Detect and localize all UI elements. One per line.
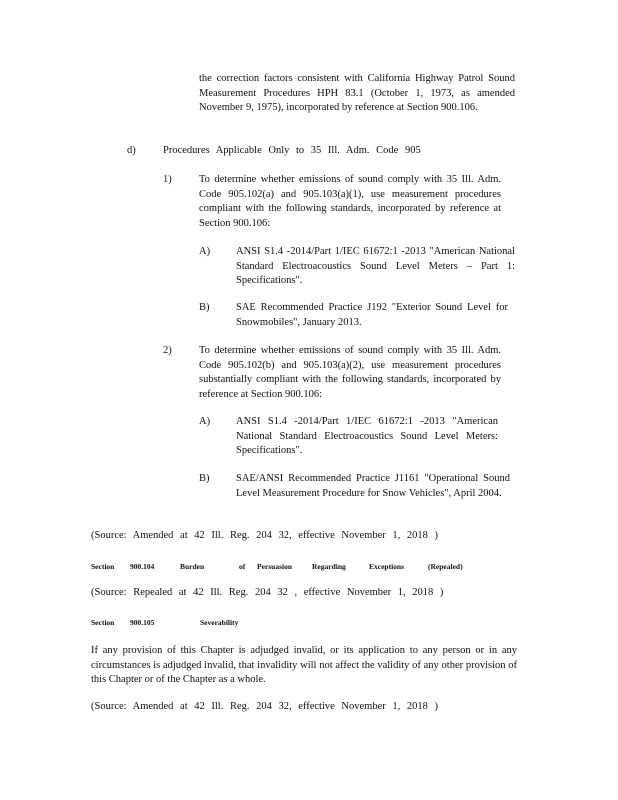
section-title-word: Regarding (312, 562, 346, 571)
item-d1B-text: SAE Recommended Practice J192 "Exterior Sound Level for Snowmobiles", January 2013. (236, 302, 508, 328)
item-d1A-label: A) (199, 246, 211, 257)
subsection-d-label: d) (127, 145, 136, 156)
section-status: (Repealed) (428, 562, 463, 571)
item-d2A-label: A) (199, 416, 211, 427)
subsection-d-heading: Procedures Applicable Only to 35 Ill. Adm. Code 905 (163, 145, 421, 156)
item-d1-label: 1) (163, 174, 172, 185)
item-d2-text: To determine whether emissions of sound comply with 35 Ill. Adm. Code 905.102(b) and 905.103(a)(2), use measurement procedures substantially compliant with the following standards, incorporated by reference at Section 900.106: (199, 345, 501, 400)
section-word: Section (91, 562, 115, 571)
item-d2A-text: ANSI S1.4 -2014/Part 1/IEC 61672:1 -2013 "American National Standard Electroacoustics Sound Level Meters: Specifications". (236, 416, 498, 456)
source-note-900-105: (Source: Amended at 42 Ill. Reg. 204 32, effective November 1, 2018 ) (91, 701, 438, 712)
section-900-105-heading (91, 617, 291, 629)
section-number: 900.104 (130, 562, 155, 571)
section-title-word: Persuasion (257, 562, 293, 571)
item-d1-text: To determine whether emissions of sound comply with 35 Ill. Adm. Code 905.102(a) and 905.103(a)(1), use measurement procedures compliant with the following standards, incorporated by reference at Section 900.106: (199, 174, 501, 229)
severability-paragraph: If any provision of this Chapter is adjudged invalid, or its application to any person or in any circumstances is adjudged invalid, that invalidity will not affect the validity of any other provision of this Chapter or of the Chapter as a whole. (91, 645, 517, 685)
section-title: Severability (200, 618, 239, 627)
section-900-104-heading (91, 561, 491, 573)
source-note-900-104: (Source: Repealed at 42 Ill. Reg. 204 32 , effective November 1, 2018 ) (91, 587, 444, 598)
section-number: 900.105 (130, 618, 155, 627)
item-d2B-text: SAE/ANSI Recommended Practice J1161 "Operational Sound Level Measurement Procedure for Snow Vehicles", April 2004. (236, 473, 510, 499)
section-title-word: Exceptions (369, 562, 405, 571)
item-d1B-label: B) (199, 302, 210, 313)
section-title-word: of (239, 562, 246, 571)
section-title-word: Burden (180, 562, 205, 571)
source-note-900-103: (Source: Amended at 42 Ill. Reg. 204 32, effective November 1, 2018 ) (91, 530, 438, 541)
item-d1A-text: ANSI S1.4 -2014/Part 1/IEC 61672:1 -2013 "American National Standard Electroacoustics Sound Level Meters – Part 1: Specifications". (236, 246, 515, 286)
section-word: Section (91, 618, 115, 627)
continuation-paragraph: the correction factors consistent with California Highway Patrol Sound Measurement Procedures HPH 83.1 (October 1, 1973, as amended November 9, 1975), incorporated by reference at Section 900.106. (199, 73, 515, 113)
item-d2-label: 2) (163, 345, 172, 356)
item-d2B-label: B) (199, 473, 210, 484)
